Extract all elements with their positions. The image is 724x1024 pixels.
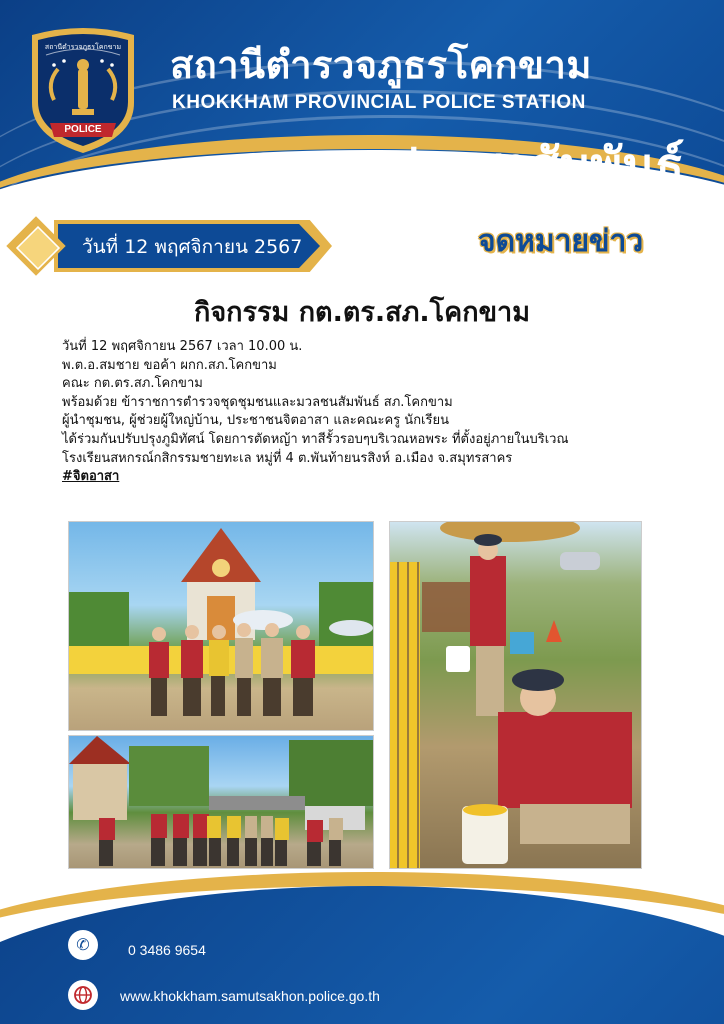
body-line: ผู้นำชุมชน, ผู้ช่วยผู้ใหญ่บ้าน, ประชาชนจิตอาสา และคณะครู นักเรียน — [62, 413, 449, 429]
section-title: ประชาสัมพันธ์ — [388, 138, 685, 194]
badge-top-text: สถานีตำรวจภูธรโคกขาม — [44, 43, 122, 51]
body-line: พ.ต.อ.สมชาย ขอค้า ผกก.สภ.โคกขาม — [62, 357, 277, 373]
station-name-english: KHOKKHAM PROVINCIAL POLICE STATION — [172, 92, 586, 113]
date-tab — [8, 218, 333, 274]
website-link[interactable]: www.khokkham.samutsakhon.police.go.th — [120, 988, 380, 1004]
body-line: พร้อมด้วย ข้าราชการตำรวจชุดชุมชนและมวลชนสัมพันธ์ สภ.โคกขาม — [62, 394, 453, 410]
painting-fence-photo — [389, 521, 642, 869]
police-badge-icon — [24, 25, 142, 157]
date-text: วันที่ 12 พฤศจิกายน 2567 — [82, 236, 303, 258]
body-line: คณะ กต.ตร.สภ.โคกขาม — [62, 376, 203, 392]
group-photo-shrine — [68, 521, 374, 731]
hashtag-link[interactable]: #จิตอาสา — [62, 469, 120, 485]
body-line: ได้ร่วมกันปรับปรุงภูมิทัศน์ โดยการตัดหญ้า ทาสีรั้วรอบๆบริเวณหอพระ ที่ตั้งอยู่ภายในบริเวณ — [62, 431, 569, 447]
body-line: โรงเรียนสหกรณ์กสิกรรมชายทะเล หมู่ที่ 4 ต.พันท้ายนรสิงห์ อ.เมือง จ.สมุทรสาคร — [62, 450, 513, 466]
phone-number[interactable]: 0 3486 9654 — [128, 942, 206, 958]
group-photo-building — [68, 735, 374, 869]
header-banner — [0, 0, 724, 215]
newsletter-label: จดหมายข่าว — [478, 224, 644, 259]
station-name-thai: สถานีตำรวจภูธรโคกขาม — [170, 43, 592, 87]
footer-banner — [0, 872, 724, 1024]
activity-title: กิจกรรม กต.ตร.สภ.โคกขาม — [193, 297, 530, 328]
body-line: วันที่ 12 พฤศจิกายน 2567 เวลา 10.00 น. — [62, 339, 303, 354]
globe-icon — [68, 980, 98, 1010]
phone-icon: ✆ — [68, 930, 98, 960]
badge-bottom-text: POLICE — [64, 124, 102, 135]
activity-body — [62, 338, 672, 487]
